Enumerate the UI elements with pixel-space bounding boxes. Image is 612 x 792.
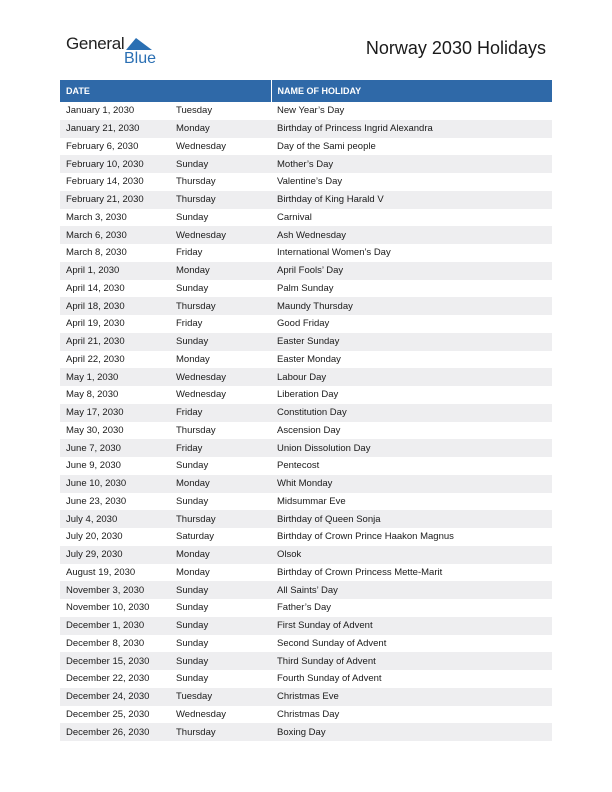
cell-holiday: Palm Sunday (277, 282, 334, 294)
cell-holiday: All Saints’ Day (271, 581, 552, 599)
cell-holiday: Constitution Day (271, 404, 552, 422)
cell-weekday: Sunday (176, 495, 209, 507)
cell-holiday: International Women’s Day (277, 247, 391, 259)
table-row (60, 120, 552, 138)
table-row (60, 457, 552, 475)
table-row (60, 439, 552, 457)
cell-weekday: Wednesday (176, 140, 226, 152)
cell-holiday: Fourth Sunday of Advent (277, 673, 382, 685)
table-row (60, 386, 552, 404)
table-row (60, 315, 552, 333)
cell-date: April 22, 2030 (66, 353, 125, 365)
cell-weekday: Wednesday (170, 368, 271, 386)
cell-holiday: Third Sunday of Advent (271, 652, 552, 670)
cell-date: July 4, 2030 (60, 510, 170, 528)
cell-date: June 7, 2030 (60, 439, 170, 457)
cell-date: January 21, 2030 (60, 120, 170, 138)
table-row (60, 404, 552, 422)
cell-date: December 26, 2030 (60, 723, 170, 741)
cell-holiday: Christmas Day (277, 708, 340, 720)
table-row (60, 670, 552, 688)
cell-weekday: Sunday (170, 617, 271, 635)
cell-holiday: Birthday of King Harald V (271, 191, 552, 209)
cell-weekday: Monday (176, 566, 210, 578)
cell-date: April 14, 2030 (66, 282, 125, 294)
cell-date: April 18, 2030 (60, 297, 170, 315)
cell-holiday: Birthday of Crown Prince Haakon Magnus (277, 531, 454, 543)
cell-date: July 29, 2030 (60, 546, 170, 564)
cell-date: May 1, 2030 (60, 368, 170, 386)
cell-holiday: First Sunday of Advent (271, 617, 552, 635)
cell-holiday: Ascension Day (277, 424, 341, 436)
logo (66, 34, 156, 70)
cell-holiday: Ash Wednesday (271, 226, 552, 244)
cell-weekday: Sunday (176, 637, 209, 649)
cell-holiday: Valentine’s Day (277, 176, 343, 188)
cell-holiday: Mother’s Day (271, 155, 552, 173)
cell-date: June 23, 2030 (66, 495, 127, 507)
column-header-holiday: NAME OF HOLIDAY (271, 80, 552, 102)
cell-date: November 3, 2030 (60, 581, 170, 599)
cell-weekday: Tuesday (170, 688, 271, 706)
cell-holiday: Union Dissolution Day (271, 439, 552, 457)
cell-holiday: Father’s Day (277, 602, 332, 614)
table-row (60, 528, 552, 546)
table-row (60, 510, 552, 528)
cell-holiday: Olsok (271, 546, 552, 564)
cell-date: July 20, 2030 (66, 531, 123, 543)
cell-weekday: Friday (176, 318, 203, 330)
cell-date: April 21, 2030 (60, 333, 170, 351)
table-header-row (60, 80, 552, 102)
cell-weekday: Thursday (176, 424, 216, 436)
cell-weekday: Wednesday (170, 226, 271, 244)
cell-weekday: Thursday (170, 723, 271, 741)
cell-date: May 30, 2030 (66, 424, 124, 436)
cell-date: December 22, 2030 (66, 673, 150, 685)
cell-weekday: Sunday (170, 333, 271, 351)
cell-date: August 19, 2030 (66, 566, 136, 578)
table-row (60, 209, 552, 227)
cell-holiday: Day of the Sami people (277, 140, 376, 152)
cell-weekday: Tuesday (176, 105, 213, 117)
cell-holiday: Good Friday (277, 318, 330, 330)
column-header-weekday (170, 80, 271, 102)
page-title: Norway 2030 Holidays (365, 38, 546, 58)
cell-holiday: April Fools’ Day (271, 262, 552, 280)
table-row (60, 475, 552, 493)
logo-word-general: General (66, 34, 125, 53)
cell-date: April 1, 2030 (60, 262, 170, 280)
cell-holiday: Carnival (277, 211, 312, 223)
cell-weekday: Sunday (176, 602, 209, 614)
cell-holiday: Second Sunday of Advent (277, 637, 387, 649)
cell-holiday: Boxing Day (271, 723, 552, 741)
cell-weekday: Monday (176, 353, 210, 365)
cell-holiday: Labour Day (271, 368, 552, 386)
table-row (60, 280, 552, 298)
table-row (60, 581, 552, 599)
cell-weekday: Saturday (176, 531, 215, 543)
cell-date: December 24, 2030 (60, 688, 170, 706)
cell-weekday: Wednesday (176, 708, 226, 720)
cell-weekday: Thursday (170, 191, 271, 209)
cell-date: June 9, 2030 (66, 460, 121, 472)
table-row (60, 617, 552, 635)
cell-date: February 21, 2030 (60, 191, 170, 209)
cell-date: December 15, 2030 (60, 652, 170, 670)
table-row (60, 368, 552, 386)
holiday-table (60, 80, 552, 741)
table-row (60, 635, 552, 653)
cell-date: December 25, 2030 (66, 708, 150, 720)
cell-weekday: Sunday (170, 155, 271, 173)
cell-date: January 1, 2030 (66, 105, 135, 117)
cell-date: March 8, 2030 (66, 247, 127, 259)
table-row (60, 351, 552, 369)
table-row (60, 493, 552, 511)
table-row (60, 138, 552, 156)
cell-weekday: Friday (170, 439, 271, 457)
cell-date: February 14, 2030 (66, 176, 144, 188)
cell-weekday: Sunday (176, 282, 209, 294)
cell-date: May 8, 2030 (66, 389, 119, 401)
cell-date: December 8, 2030 (66, 637, 145, 649)
cell-holiday: Whit Monday (271, 475, 552, 493)
cell-weekday: Friday (176, 247, 203, 259)
table-row (60, 688, 552, 706)
cell-holiday: Pentecost (277, 460, 320, 472)
cell-holiday: Birthday of Princess Ingrid Alexandra (271, 120, 552, 138)
table-row (60, 226, 552, 244)
cell-weekday: Monday (170, 475, 271, 493)
cell-weekday: Thursday (170, 510, 271, 528)
cell-date: December 1, 2030 (60, 617, 170, 635)
table-row (60, 102, 552, 120)
cell-holiday: Liberation Day (277, 389, 339, 401)
cell-weekday: Sunday (176, 673, 209, 685)
table-row (60, 599, 552, 617)
cell-holiday: Midsummar Eve (277, 495, 346, 507)
table-row (60, 652, 552, 670)
table-row (60, 422, 552, 440)
cell-holiday: Easter Monday (277, 353, 341, 365)
cell-date: March 3, 2030 (66, 211, 127, 223)
cell-weekday: Monday (170, 262, 271, 280)
cell-holiday: New Year’s Day (277, 105, 345, 117)
cell-weekday: Monday (170, 546, 271, 564)
column-header-date: DATE (60, 80, 170, 102)
table-row (60, 706, 552, 724)
cell-date: June 10, 2030 (60, 475, 170, 493)
table-row (60, 155, 552, 173)
cell-weekday: Sunday (176, 211, 209, 223)
cell-weekday: Thursday (176, 176, 216, 188)
cell-holiday: Christmas Eve (271, 688, 552, 706)
cell-holiday: Maundy Thursday (271, 297, 552, 315)
cell-date: April 19, 2030 (66, 318, 125, 330)
table-row (60, 244, 552, 262)
table-row (60, 564, 552, 582)
cell-holiday: Easter Sunday (271, 333, 552, 351)
logo-word-blue: Blue (124, 50, 157, 67)
table-row (60, 297, 552, 315)
cell-weekday: Monday (170, 120, 271, 138)
cell-holiday: Birthday of Queen Sonja (271, 510, 552, 528)
table-row (60, 723, 552, 741)
cell-date: May 17, 2030 (60, 404, 170, 422)
cell-weekday: Wednesday (176, 389, 226, 401)
table-row (60, 262, 552, 280)
cell-date: March 6, 2030 (60, 226, 170, 244)
cell-holiday: Birthday of Crown Princess Mette-Marit (277, 566, 443, 578)
cell-weekday: Friday (170, 404, 271, 422)
table-row (60, 333, 552, 351)
table-row (60, 546, 552, 564)
cell-weekday: Sunday (176, 460, 209, 472)
cell-date: February 6, 2030 (66, 140, 139, 152)
cell-weekday: Sunday (170, 581, 271, 599)
cell-weekday: Thursday (170, 297, 271, 315)
table-row (60, 173, 552, 191)
cell-date: November 10, 2030 (66, 602, 150, 614)
cell-date: February 10, 2030 (60, 155, 170, 173)
table-row (60, 191, 552, 209)
cell-weekday: Sunday (170, 652, 271, 670)
